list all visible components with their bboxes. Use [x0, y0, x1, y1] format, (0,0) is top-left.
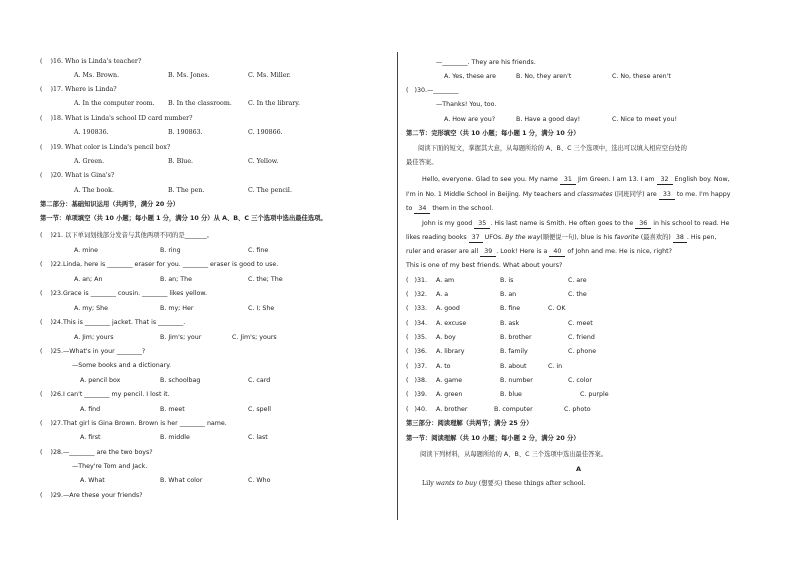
blank-32[interactable]: 32 [657, 176, 673, 185]
cloze-row [406, 320, 427, 328]
option-b[interactable]: B. Ms. Jones. [168, 72, 210, 79]
passage-italic: favorite [614, 234, 639, 241]
passage-italic: wants to buy [435, 480, 477, 487]
question-18 [40, 115, 193, 123]
passage-text: Jim Green. I am 13. I am [577, 176, 655, 183]
cloze-row [406, 391, 427, 399]
option-c[interactable]: C. are [568, 277, 587, 284]
answer-paren[interactable]: ( [40, 290, 43, 297]
question-number: )39. [414, 391, 427, 398]
question-20 [40, 172, 114, 180]
option-b[interactable]: B. an; The [160, 276, 193, 283]
question-stem: Linda, here is ________ eraser for you. ________ eraser is good to use. [62, 261, 279, 268]
question-number: )36. [414, 348, 427, 355]
option-c[interactable]: C. the; The [248, 276, 283, 283]
cloze-row [406, 363, 427, 371]
option-a[interactable]: A. mine [74, 247, 98, 254]
option-b[interactable]: B. schoolbag [160, 377, 201, 384]
option-a[interactable]: A. first [80, 434, 101, 441]
option-c[interactable]: C. spell [248, 406, 272, 413]
question-16 [40, 58, 141, 66]
part3-header: 第三部分：阅读理解（共两节；满分 25 分） [406, 420, 533, 427]
option-c[interactable]: C. Who [248, 477, 271, 484]
option-a[interactable]: A. game [436, 377, 463, 384]
passage-a-intro [422, 480, 586, 488]
answer-paren[interactable]: ( [406, 305, 409, 312]
passage-text: to [406, 205, 413, 212]
part2-header: 第二部分：基础知识运用（共两节，满分 20 分） [40, 201, 180, 208]
question-number: )27. [50, 420, 63, 427]
question-stem: 以下单词划线部分发音与其他两项不同的是_______。 [64, 232, 213, 239]
option-a[interactable]: A. Ms. Brown. [74, 72, 120, 79]
passage-text: (同班同学) are [614, 191, 657, 198]
option-b[interactable]: B. number [500, 377, 533, 384]
option-b[interactable]: B. Jim's; your [160, 334, 202, 341]
question-number: )16. [50, 58, 63, 65]
passage-text: . His pen, [686, 234, 717, 241]
option-a[interactable]: A. good [436, 305, 460, 312]
option-c[interactable]: C. In the library. [248, 100, 301, 107]
option-a[interactable]: A. a [436, 291, 449, 298]
section2-header: 第二节：完形填空（共 10 小题；每小题 1 分，满分 10 分） [406, 130, 580, 137]
option-a[interactable]: A. find [80, 406, 101, 413]
option-b[interactable]: B. an [500, 291, 517, 298]
question-number: )18. [50, 115, 63, 122]
option-c[interactable]: C. No, these aren't [612, 73, 671, 80]
option-b[interactable]: B. is [500, 277, 514, 284]
option-a[interactable]: A. to [436, 363, 451, 370]
question-stem: That girl is Gina Brown. Brown is her ________ name. [62, 420, 227, 427]
option-a[interactable]: A. 190836. [74, 129, 109, 136]
cloze-row [406, 291, 427, 299]
passage-line: This is one of my best friends. What about yours? [406, 262, 563, 269]
question-30-reply: —Thanks! You, too. [436, 101, 497, 108]
option-b[interactable]: B. meet [160, 406, 185, 413]
question-number: )23. [50, 290, 63, 297]
question-26 [40, 391, 170, 399]
answer-paren[interactable]: ( [40, 348, 43, 355]
blank-34[interactable]: 34 [414, 205, 430, 214]
option-a[interactable]: A. Jim; yours [74, 334, 114, 341]
option-a[interactable]: A. brother [436, 406, 468, 413]
option-c[interactable]: C. in [548, 363, 563, 370]
question-stem: I can't ________ my pencil. I lost it. [62, 391, 170, 398]
option-b[interactable]: B. ask [500, 320, 520, 327]
option-a[interactable]: A. an; An [74, 276, 103, 283]
question-17 [40, 86, 117, 94]
question-28-reply: —They're Tom and Jack. [72, 463, 148, 470]
question-number: )21. [50, 232, 63, 239]
blank-31[interactable]: 31 [560, 176, 576, 185]
question-number: )35. [414, 334, 427, 341]
question-28 [40, 449, 153, 457]
question-number: )31. [414, 277, 427, 284]
option-b[interactable]: B. family [500, 348, 528, 355]
answer-paren[interactable]: ( [406, 348, 409, 355]
question-stem: —What's in your ________? [62, 348, 146, 355]
option-c[interactable]: C. phone [568, 348, 597, 355]
option-a[interactable]: A. Green. [74, 158, 105, 165]
passage-line [406, 248, 672, 257]
blank-39[interactable]: 39 [480, 248, 496, 257]
option-c[interactable]: C. purple [580, 391, 609, 398]
passage-line [422, 176, 730, 185]
option-b[interactable]: B. computer [494, 406, 533, 413]
passage-text: English boy. Now, [674, 176, 730, 183]
option-c[interactable]: C. I; She [248, 305, 275, 312]
option-b[interactable]: B. 190863. [168, 129, 203, 136]
passage-a-title: A [576, 465, 582, 473]
passage-text: (最喜欢的) [640, 234, 671, 241]
question-29-reply: —________. They are his friends. [436, 59, 536, 66]
question-29 [40, 492, 143, 500]
option-a[interactable]: A. my; She [74, 305, 109, 312]
blank-40[interactable]: 40 [549, 248, 565, 257]
option-b[interactable]: B. No, they aren't [516, 73, 572, 80]
option-a[interactable]: A. How are you? [444, 116, 496, 123]
answer-paren[interactable]: ( [40, 420, 43, 427]
passage-text: to me. I'm happy [676, 191, 731, 198]
option-a[interactable]: A. Yes, these are [444, 73, 497, 80]
question-number: )37. [414, 363, 427, 370]
passage-italic: classmates [577, 191, 613, 198]
question-number: )32. [414, 291, 427, 298]
question-stem: Grace is ________ cousin. ________ likes yellow. [62, 290, 207, 297]
question-number: )17. [50, 86, 63, 93]
answer-paren[interactable]: ( [406, 277, 409, 284]
blank-33[interactable]: 33 [659, 191, 675, 200]
answer-paren[interactable]: ( [40, 261, 43, 268]
question-25 [40, 348, 145, 356]
passage-text: (想要买) these things after school. [478, 480, 586, 487]
answer-paren[interactable]: ( [406, 87, 409, 94]
passage-text: ruler and eraser are all [406, 248, 479, 255]
cloze-row [406, 305, 427, 313]
answer-paren[interactable]: ( [40, 391, 43, 398]
cloze-row [406, 334, 427, 342]
answer-paren[interactable]: ( [40, 232, 43, 239]
option-a[interactable]: A. In the computer room. [74, 100, 155, 107]
option-a[interactable]: A. The book. [74, 187, 114, 194]
option-b[interactable]: B. blue [500, 391, 522, 398]
question-stem: —________ are the two boys? [62, 449, 153, 456]
section1-header: 第一节：单项填空（共 10 小题；每小题 1 分，满分 10 分）从 A、B、C 三个选项中选出最佳选项。 [40, 215, 327, 222]
question-21 [40, 232, 213, 240]
blank-35[interactable]: 35 [474, 220, 490, 229]
option-c[interactable]: C. photo [564, 406, 591, 413]
option-c[interactable]: C. Nice to meet you! [612, 116, 677, 123]
option-b[interactable]: B. In the classroom. [168, 100, 232, 107]
answer-paren[interactable]: ( [406, 334, 409, 341]
question-23 [40, 290, 207, 298]
question-number: )38. [414, 377, 427, 384]
cloze-row [406, 348, 427, 356]
answer-paren[interactable]: ( [406, 320, 409, 327]
question-number: )22. [50, 261, 63, 268]
answer-paren[interactable]: ( [40, 58, 43, 65]
option-b[interactable]: B. Have a good day! [516, 116, 581, 123]
question-27 [40, 420, 227, 428]
option-c[interactable]: C. 190866. [248, 129, 283, 136]
answer-paren[interactable]: ( [406, 363, 409, 370]
option-c[interactable]: C. Ms. Miller. [248, 72, 291, 79]
option-b[interactable]: B. What color [160, 477, 203, 484]
cloze-row [406, 406, 427, 414]
option-c[interactable]: C. OK [548, 305, 566, 312]
question-number: )40. [414, 406, 427, 413]
answer-paren[interactable]: ( [406, 291, 409, 298]
option-c[interactable]: C. the [568, 291, 587, 298]
option-b[interactable]: B. about [500, 363, 527, 370]
question-number: )29. [50, 492, 63, 499]
question-25-reply: —Some books and a dictionary. [72, 362, 172, 369]
question-number: )26. [50, 391, 63, 398]
answer-paren[interactable]: ( [406, 391, 409, 398]
answer-paren[interactable]: ( [40, 449, 43, 456]
option-a[interactable]: A. pencil box [80, 377, 121, 384]
option-b[interactable]: B. The pen. [168, 187, 205, 194]
passage-text: likes reading books [406, 234, 467, 241]
passage-line [406, 191, 730, 200]
blank-37[interactable]: 37 [469, 234, 483, 243]
option-a[interactable]: A. What [80, 477, 105, 484]
option-a[interactable]: A. green [436, 391, 463, 398]
passage-text: (顺便说一句), blue is his [540, 234, 613, 241]
reading-instructions: 阅读下列材料，从每题所给的 A、B、C 三个选项中选出最佳答案。 [420, 451, 608, 458]
blank-38[interactable]: 38 [673, 234, 687, 243]
question-30 [406, 87, 458, 95]
question-number: )24. [50, 319, 63, 326]
cloze-instructions: 阅读下面的短文，掌握其大意，从每题所给的 A、B、C 三个选项中，选出可以填入相应空白处的 [418, 145, 687, 152]
passage-text: John is my good [422, 220, 473, 227]
cloze-row [406, 277, 427, 285]
passage-text: Hello, everyone. Glad to see you. My name [422, 176, 558, 183]
passage-line [422, 220, 729, 229]
question-number: )19. [50, 144, 63, 151]
answer-paren[interactable]: ( [40, 319, 43, 326]
option-c[interactable]: C. card [248, 377, 271, 384]
option-c[interactable]: C. The pencil. [248, 187, 292, 194]
option-b[interactable]: B. brother [500, 334, 532, 341]
question-stem: Who is Linda's teacher? [64, 58, 142, 65]
option-b[interactable]: B. ring [160, 247, 181, 254]
question-stem: Where is Linda? [64, 86, 117, 93]
passage-text: . His last name is Smith. He often goes to the [490, 220, 634, 227]
answer-paren[interactable]: ( [40, 86, 43, 93]
answer-paren[interactable]: ( [406, 406, 409, 413]
passage-text: . Look! Here is a [496, 248, 548, 255]
option-a[interactable]: A. am [436, 277, 455, 284]
option-c[interactable]: C. Yellow. [248, 158, 279, 165]
question-stem: What is Linda's school ID card number? [64, 115, 193, 122]
passage-text: UFOs. [484, 234, 504, 241]
option-a[interactable]: A. library [436, 348, 465, 355]
option-c[interactable]: C. meet [568, 320, 593, 327]
blank-36[interactable]: 36 [635, 220, 651, 229]
question-stem: —________ [426, 87, 459, 94]
answer-paren[interactable]: ( [406, 377, 409, 384]
option-b[interactable]: B. fine [500, 305, 521, 312]
option-a[interactable]: A. boy [436, 334, 456, 341]
option-b[interactable]: B. middle [160, 434, 190, 441]
question-number: )34. [414, 320, 427, 327]
passage-text: Lily [422, 480, 434, 487]
option-b[interactable]: B. Blue. [168, 158, 194, 165]
answer-paren[interactable]: ( [40, 492, 43, 499]
question-number: )25. [50, 348, 63, 355]
option-c[interactable]: C. color [568, 377, 592, 384]
option-c[interactable]: C. friend [568, 334, 595, 341]
cloze-row [406, 377, 427, 385]
cloze-instructions-cont: 最佳答案。 [406, 159, 438, 166]
passage-italic: By the way [505, 234, 541, 241]
question-number: )30. [414, 87, 427, 94]
question-stem: —Are these your friends? [62, 492, 143, 499]
question-19 [40, 144, 170, 152]
passage-text: I'm in No. 1 Middle School in Beijing. My teachers and [406, 191, 576, 198]
passage-line [406, 234, 717, 243]
question-number: )28. [50, 449, 63, 456]
question-stem: This is ________ jacket. That is ________. [62, 319, 186, 326]
option-c[interactable]: C. Jim's; yours [232, 334, 277, 341]
passage-text: them in the school. [432, 205, 494, 212]
answer-paren[interactable]: ( [40, 144, 43, 151]
passage-text: in his school to read. He [653, 220, 730, 227]
question-number: )33. [414, 305, 427, 312]
answer-paren[interactable]: ( [40, 172, 43, 179]
passage-text: of John and me. He is nice, right? [567, 248, 672, 255]
option-a[interactable]: A. excuse [436, 320, 467, 327]
question-24 [40, 319, 185, 327]
option-c[interactable]: C. fine [248, 247, 269, 254]
question-number: )20. [50, 172, 63, 179]
section3-header: 第一节：阅读理解（共 10 小题；每小题 2 分，满分 20 分） [406, 435, 580, 442]
question-stem: What color is Linda's pencil box? [64, 144, 171, 151]
passage-line [406, 205, 493, 214]
option-b[interactable]: B. my; Her [160, 305, 194, 312]
question-stem: What is Gina's? [64, 172, 115, 179]
option-c[interactable]: C. last [248, 434, 268, 441]
answer-paren[interactable]: ( [40, 115, 43, 122]
question-22 [40, 261, 278, 269]
right-column [398, 0, 794, 561]
